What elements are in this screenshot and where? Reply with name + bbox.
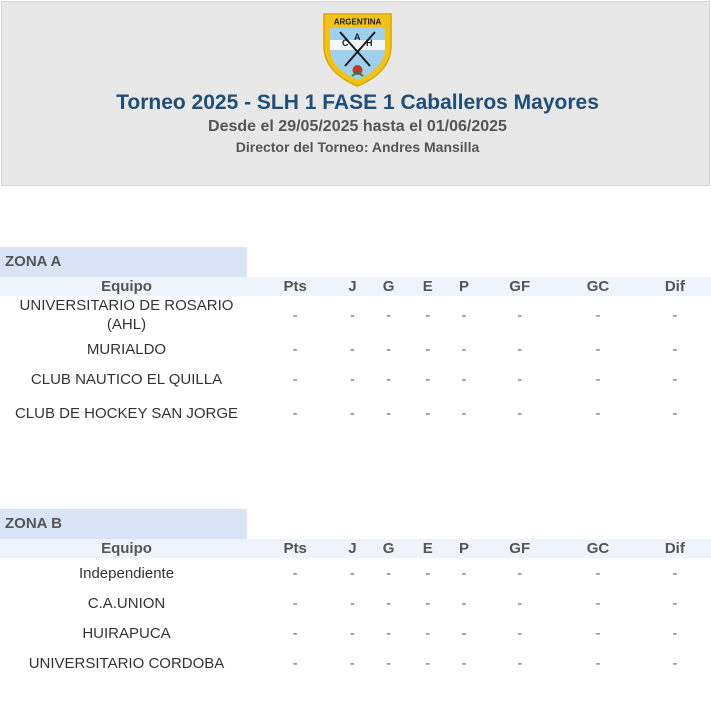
- stat-e: -: [425, 340, 431, 358]
- stat-pts: -: [292, 654, 298, 672]
- logo-text: ARGENTINA: [333, 17, 382, 27]
- stat-dif: -: [672, 624, 678, 642]
- team-name: C.A.UNION: [87, 594, 166, 612]
- zone-a-section: [0, 247, 711, 432]
- col-header-gf: GF: [482, 277, 557, 296]
- stat-dif: -: [672, 340, 678, 358]
- logo-letter-h: H: [366, 38, 373, 48]
- stat-g: -: [386, 370, 392, 388]
- stat-gf: -: [517, 624, 523, 642]
- stat-g: -: [386, 654, 392, 672]
- stat-gf: -: [517, 370, 523, 388]
- stat-pts: -: [292, 594, 298, 612]
- col-header-g: G: [368, 277, 410, 296]
- stat-gc: -: [595, 404, 601, 422]
- stat-dif: -: [672, 654, 678, 672]
- stat-j: -: [349, 340, 355, 358]
- stat-g: -: [386, 404, 392, 422]
- stat-dif: -: [672, 370, 678, 388]
- team-name: CLUB NAUTICO EL QUILLA: [30, 370, 223, 388]
- zone-b-section: [0, 509, 711, 678]
- col-header-dif: Dif: [639, 539, 711, 558]
- stat-j: -: [349, 564, 355, 582]
- stat-g: -: [386, 306, 392, 324]
- stat-gc: -: [595, 624, 601, 642]
- table-header-row: [0, 539, 711, 558]
- stat-j: -: [349, 594, 355, 612]
- table-row: [0, 334, 711, 364]
- col-header-e: E: [410, 539, 446, 558]
- stat-e: -: [425, 654, 431, 672]
- table-row: [0, 394, 711, 432]
- stat-dif: -: [672, 564, 678, 582]
- team-name: HUIRAPUCA: [82, 624, 171, 642]
- team-name: UNIVERSITARIO DE ROSARIO (AHL): [19, 297, 234, 333]
- stat-gc: -: [595, 306, 601, 324]
- stat-pts: -: [292, 306, 298, 324]
- stat-j: -: [349, 654, 355, 672]
- table-row: [0, 558, 711, 588]
- col-header-dif: Dif: [639, 277, 711, 296]
- team-name: UNIVERSITARIO CORDOBA: [28, 654, 225, 672]
- stat-gf: -: [517, 340, 523, 358]
- stat-dif: -: [672, 306, 678, 324]
- stat-e: -: [425, 594, 431, 612]
- stat-p: -: [461, 404, 467, 422]
- stat-p: -: [461, 370, 467, 388]
- stat-g: -: [386, 624, 392, 642]
- stat-j: -: [349, 624, 355, 642]
- table-row: [0, 588, 711, 618]
- stat-gf: -: [517, 306, 523, 324]
- col-header-gc: GC: [557, 539, 638, 558]
- stat-pts: -: [292, 340, 298, 358]
- col-header-e: E: [410, 277, 446, 296]
- stat-gc: -: [595, 594, 601, 612]
- stat-g: -: [386, 594, 392, 612]
- stat-p: -: [461, 564, 467, 582]
- stat-j: -: [349, 370, 355, 388]
- stat-gc: -: [595, 370, 601, 388]
- stat-e: -: [425, 306, 431, 324]
- col-header-gc: GC: [557, 277, 638, 296]
- cah-logo: [320, 10, 395, 88]
- stat-j: -: [349, 306, 355, 324]
- team-name: MURIALDO: [86, 340, 167, 358]
- zone-title: ZONA A: [0, 247, 247, 277]
- stat-gc: -: [595, 340, 601, 358]
- tournament-dates: Desde el 29/05/2025 hasta el 01/06/2025: [208, 118, 507, 135]
- stat-gc: -: [595, 564, 601, 582]
- col-header-p: P: [446, 277, 482, 296]
- col-header-pts: Pts: [253, 539, 337, 558]
- standings-table-zone-b: [0, 539, 711, 678]
- col-header-team: Equipo: [0, 277, 253, 296]
- stat-gc: -: [595, 654, 601, 672]
- stat-g: -: [386, 564, 392, 582]
- table-row: [0, 618, 711, 648]
- tournament-header: [1, 1, 710, 186]
- stat-e: -: [425, 370, 431, 388]
- table-row: [0, 648, 711, 678]
- stat-p: -: [461, 624, 467, 642]
- logo-letter-c: C: [342, 38, 349, 48]
- stat-pts: -: [292, 624, 298, 642]
- stat-e: -: [425, 404, 431, 422]
- col-header-pts: Pts: [253, 277, 337, 296]
- stat-g: -: [386, 340, 392, 358]
- col-header-j: J: [337, 277, 367, 296]
- stat-pts: -: [292, 404, 298, 422]
- stat-e: -: [425, 564, 431, 582]
- table-row: [0, 296, 711, 334]
- stat-p: -: [461, 306, 467, 324]
- stat-j: -: [349, 404, 355, 422]
- stat-gf: -: [517, 594, 523, 612]
- stat-p: -: [461, 654, 467, 672]
- stat-p: -: [461, 594, 467, 612]
- stat-pts: -: [292, 370, 298, 388]
- standings-table-zone-a: [0, 277, 711, 432]
- col-header-g: G: [368, 539, 410, 558]
- stat-gf: -: [517, 564, 523, 582]
- team-name: CLUB DE HOCKEY SAN JORGE: [14, 404, 239, 422]
- stat-pts: -: [292, 564, 298, 582]
- tournament-title: Torneo 2025 - SLH 1 FASE 1 Caballeros Mayores: [116, 91, 599, 114]
- table-row: [0, 364, 711, 394]
- col-header-team: Equipo: [0, 539, 253, 558]
- stat-dif: -: [672, 404, 678, 422]
- stat-e: -: [425, 624, 431, 642]
- tournament-director: Director del Torneo: Andres Mansilla: [235, 139, 480, 155]
- team-name: Independiente: [78, 564, 175, 582]
- table-header-row: [0, 277, 711, 296]
- stat-p: -: [461, 340, 467, 358]
- zone-title: ZONA B: [0, 509, 247, 539]
- col-header-p: P: [446, 539, 482, 558]
- col-header-gf: GF: [482, 539, 557, 558]
- stat-dif: -: [672, 594, 678, 612]
- stat-gf: -: [517, 404, 523, 422]
- logo-letter-a: A: [354, 32, 361, 42]
- stat-gf: -: [517, 654, 523, 672]
- col-header-j: J: [337, 539, 367, 558]
